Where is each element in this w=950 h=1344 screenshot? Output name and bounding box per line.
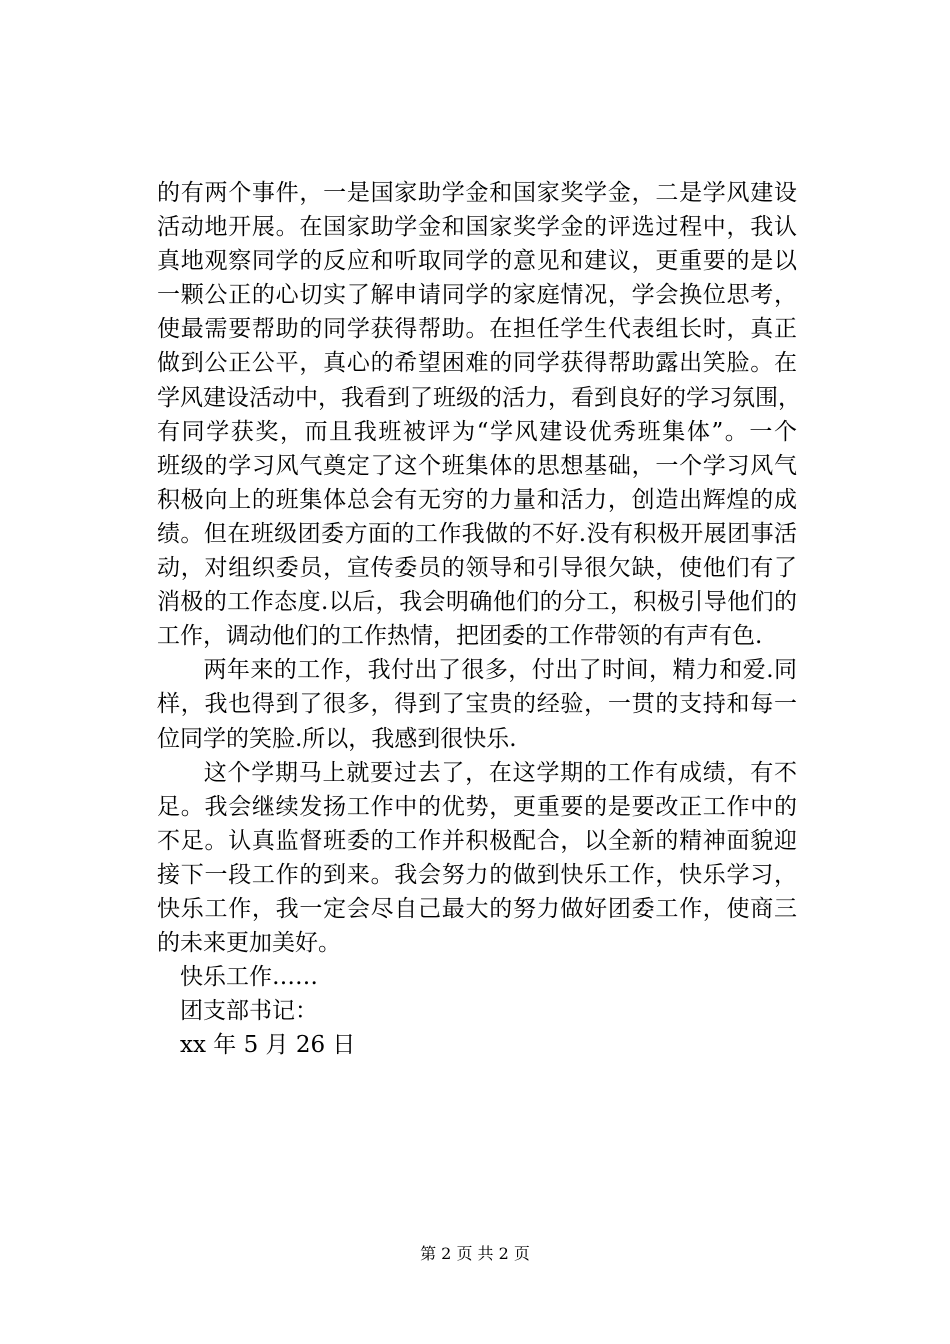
text-line: 快乐工作，我一定会尽自己最大的努力做好团委工作，使商三 — [157, 895, 797, 922]
text-line: 样，我也得到了很多，得到了宝贵的经验，一贯的支持和每一 — [157, 691, 797, 718]
text-line: 一颗公正的心切实了解申请同学的家庭情况，学会换位思考， — [157, 282, 797, 309]
text-line: 消极的工作态度.以后，我会明确他们的分工，积极引导他们的 — [157, 589, 797, 616]
text-line: 真地观察同学的反应和听取同学的意见和建议，更重要的是以 — [157, 248, 797, 275]
text-line: 工作，调动他们的工作热情，把团委的工作带领的有声有色. — [157, 623, 763, 650]
text-line: 这个学期马上就要过去了，在这学期的工作有成绩，有不 — [180, 759, 797, 786]
text-line: 足。我会继续发扬工作中的优势，更重要的是要改正工作中的 — [157, 793, 797, 820]
text-line: 动，对组织委员，宣传委员的领导和引导很欠缺，使他们有了 — [157, 555, 797, 582]
text-line: 不足。认真监督班委的工作并积极配合，以全新的精神面貌迎 — [157, 827, 797, 854]
text-line: 的未来更加美好。 — [157, 930, 341, 957]
page-footer: 第 2 页 共 2 页 — [420, 1244, 530, 1263]
text-line: 积极向上的班集体总会有无穷的力量和活力，创造出辉煌的成 — [157, 486, 797, 513]
text-line: 使最需要帮助的同学获得帮助。在担任学生代表组长时，真正 — [157, 316, 797, 343]
text-line: 有同学获奖，而且我班被评为“学风建设优秀班集体”。一个 — [157, 418, 797, 445]
text-line: 两年来的工作，我付出了很多，付出了时间，精力和爱.同 — [180, 657, 797, 684]
text-line: 快乐工作…… — [180, 964, 318, 991]
text-line: 学风建设活动中，我看到了班级的活力，看到良好的学习氛围， — [157, 384, 801, 411]
text-line: 绩。但在班级团委方面的工作我做的不好.没有积极开展团事活 — [157, 520, 797, 547]
text-line: 活动地开展。在国家助学金和国家奖学金的评选过程中，我认 — [157, 214, 797, 241]
document-body — [157, 176, 801, 1062]
text-line: 做到公正公平，真心的希望困难的同学获得帮助露出笑脸。在 — [157, 350, 797, 377]
text-line: 位同学的笑脸.所以，我感到很快乐. — [157, 725, 517, 752]
text-line: 接下一段工作的到来。我会努力的做到快乐工作，快乐学习， — [157, 861, 797, 888]
text-line: 团支部书记： — [180, 998, 318, 1025]
text-line: xx 年 5 月 26 日 — [180, 1032, 356, 1059]
text-line: 班级的学习风气奠定了这个班集体的思想基础，一个学习风气 — [157, 452, 797, 479]
text-line: 的有两个事件，一是国家助学金和国家奖学金，二是学风建设 — [157, 180, 797, 206]
